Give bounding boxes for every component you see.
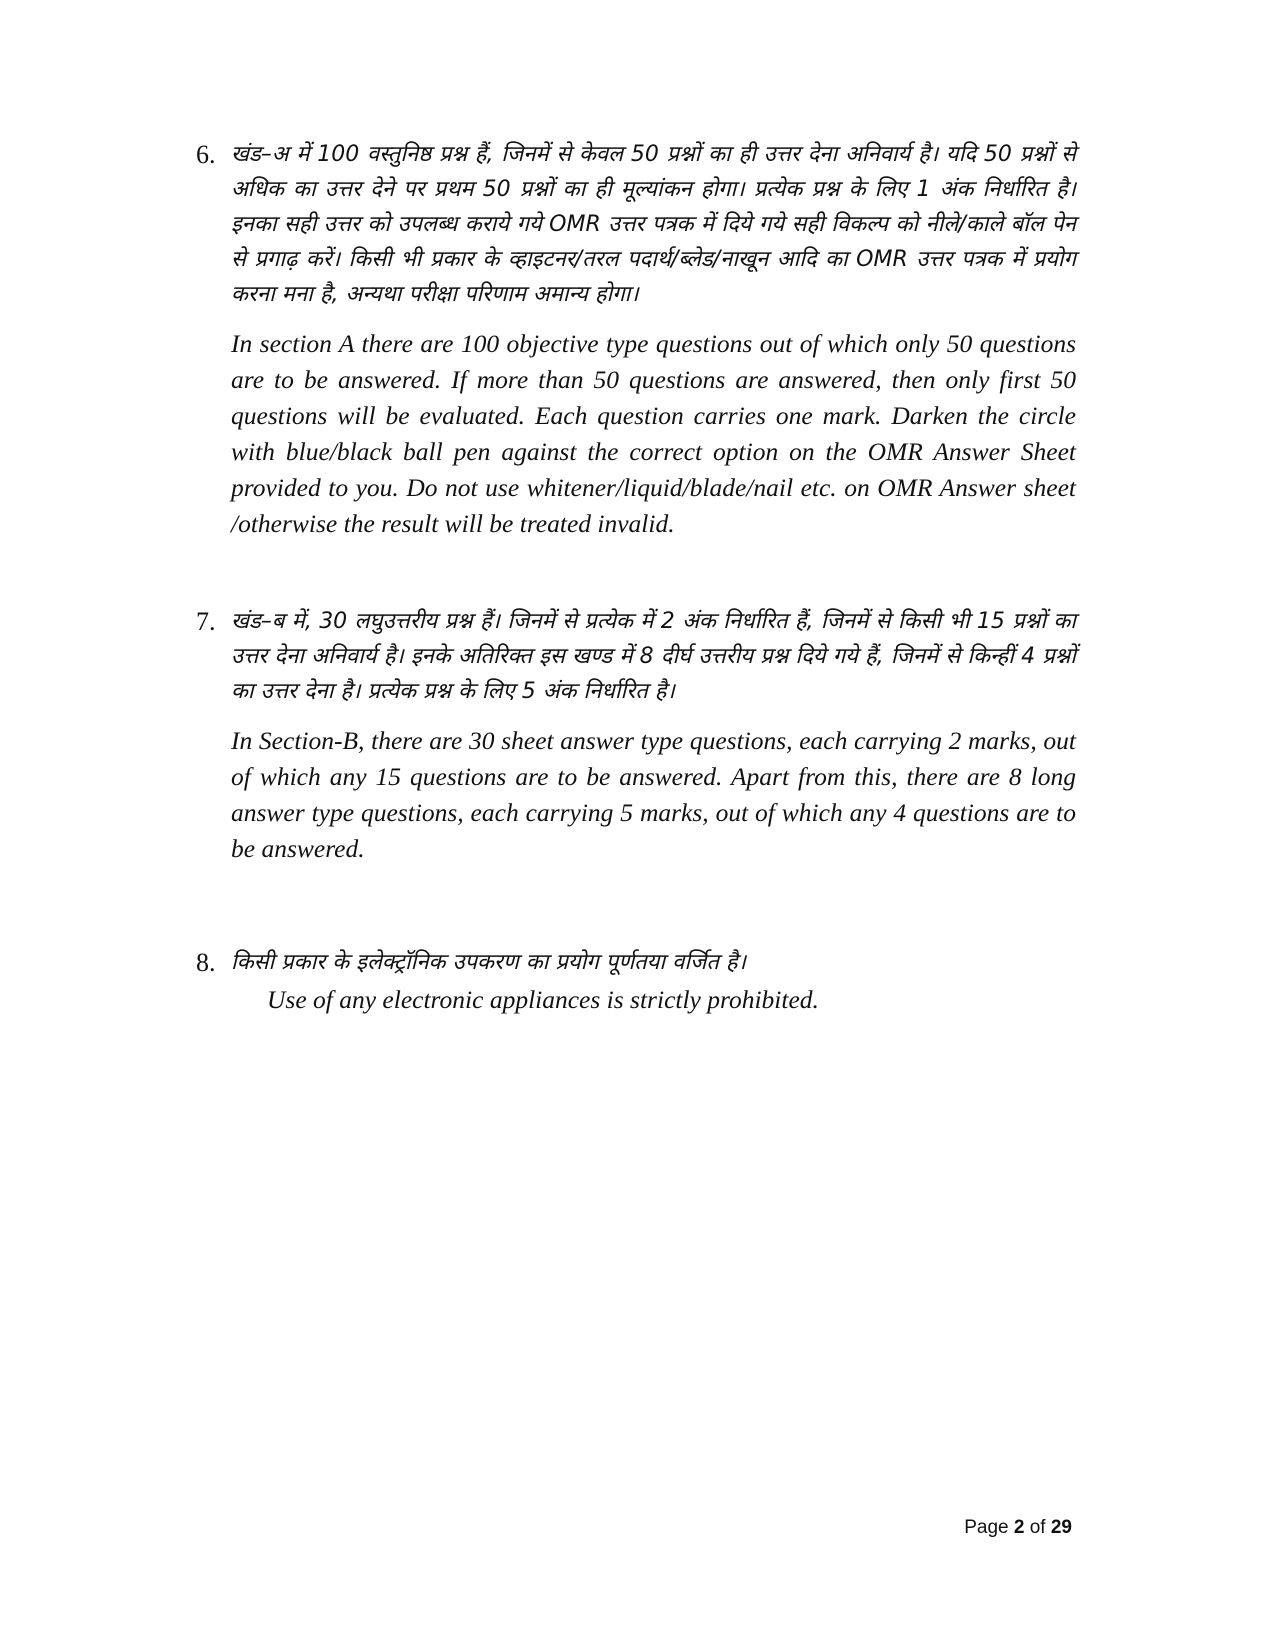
instruction-english-text: Use of any electronic appliances is strictly prohibited. [267, 985, 819, 1014]
page-of-label: of [1029, 1517, 1046, 1538]
page-label: Page [964, 1517, 1009, 1538]
current-page: 2 [1013, 1517, 1025, 1538]
instruction-number: 8. [196, 948, 216, 977]
instruction-7 [196, 604, 1076, 867]
instruction-english-text: In Section-B, there are 30 sheet answer type questions, each carrying 2 marks, out of which any 15 questions are to be answered. Apart from this, there are 8 long answer type questions, each carrying 5 marks, out of which any 4 questions are to be answered. [231, 726, 1076, 863]
page-number-footer [964, 1517, 1072, 1539]
instruction-hindi-text: खंड–अ में 100 वस्तुनिष्ठ प्रश्न हैं, जिनमें से केवल 50 प्रश्नों का ही उत्तर देना अनिवार्य है। यदि 50 प्रश्नों से अधिक का उत्तर देने पर प्रथम 50 प्रश्नों का ही मूल्यांकन होगा। प्रत्येक प्रश्न के लिए 1 अंक निर्धारित है। इनका सही उत्तर को उपलब्ध कराये गये OMR उत्तर पत्रक में दिये गये सही विकल्प को नीले/काले बॉल पेन से प्रगाढ़ करें। किसी भी प्रकार के व्हाइटनर/तरल पदार्थ/ब्लेड/नाखून आदि का OMR उत्तर पत्रक में प्रयोग करना मना है, अन्यथा परीक्षा परिणाम अमान्य होगा। [231, 142, 1076, 307]
instruction-number: 7. [196, 607, 216, 636]
instruction-number: 6. [196, 140, 216, 169]
instruction-english-text: In section A there are 100 objective type questions out of which only 50 questions are to be answered. If more than 50 questions are answered, then only first 50 questions will be evaluated. Each question carries one mark. Darken the circle with blue/black ball pen against the correct option on the OMR Answer Sheet provided to you. Do not use whitener/liquid/blade/nail etc. on OMR Answer sheet /otherwise the result will be treated invalid. [231, 329, 1076, 538]
instruction-8 [196, 945, 1076, 1018]
instruction-6 [196, 137, 1076, 542]
instruction-hindi-text: खंड–ब में, 30 लघुउत्तरीय प्रश्न हैं। जिनमें से प्रत्येक में 2 अंक निर्धारित हैं, जिनमें से किसी भी 15 प्रश्नों का उत्तर देना अनिवार्य है। इनके अतिरिक्त इस खण्ड में 8 दीर्घ उत्तरीय प्रश्न दिये गये हैं, जिनमें से किन्हीं 4 प्रश्नों का उत्तर देना है। प्रत्येक प्रश्न के लिए 5 अंक निर्धारित है। [231, 609, 1076, 704]
instruction-hindi-text: किसी प्रकार के इलेक्ट्रॉनिक उपकरण का प्रयोग पूर्णतया वर्जित है। [231, 950, 746, 975]
total-pages: 29 [1050, 1517, 1072, 1538]
